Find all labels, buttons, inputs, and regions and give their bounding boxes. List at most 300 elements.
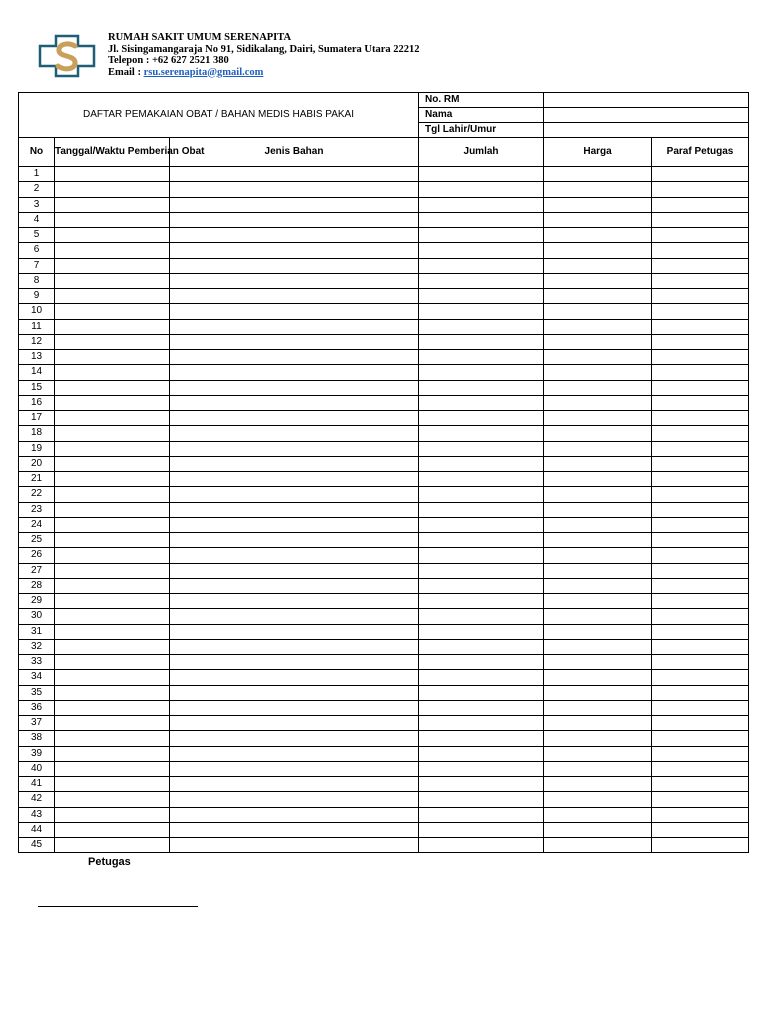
tanggal-cell[interactable]: [55, 456, 170, 471]
hospital-name: RUMAH SAKIT UMUM SERENAPITA: [108, 32, 292, 43]
paraf-cell[interactable]: [652, 761, 749, 776]
jenis-bahan-cell[interactable]: [170, 426, 419, 441]
paraf-cell[interactable]: [652, 746, 749, 761]
jumlah-cell[interactable]: [419, 472, 544, 487]
table-row: [19, 685, 749, 700]
jumlah-cell[interactable]: [419, 807, 544, 822]
table-row: [19, 777, 749, 792]
harga-cell[interactable]: [544, 609, 652, 624]
jenis-bahan-cell[interactable]: [170, 655, 419, 670]
tanggal-cell[interactable]: [55, 243, 170, 258]
table-row: [19, 167, 749, 182]
meta-field-nama[interactable]: [544, 108, 749, 123]
hospital-address: Jl. Sisingamangaraja No 91, Sidikalang, Dairi, Sumatera Utara 22212: [108, 43, 420, 55]
harga-cell[interactable]: [544, 716, 652, 731]
tanggal-cell[interactable]: [55, 334, 170, 349]
hospital-phone: Telepon : +62 627 2521 380: [108, 55, 229, 66]
paraf-cell[interactable]: [652, 670, 749, 685]
table-row: [19, 731, 749, 746]
table-row: [19, 822, 749, 837]
jenis-bahan-cell[interactable]: [170, 212, 419, 227]
jumlah-cell[interactable]: [419, 212, 544, 227]
table-row: [19, 594, 749, 609]
tanggal-cell[interactable]: [55, 548, 170, 563]
paraf-cell[interactable]: [652, 228, 749, 243]
harga-cell[interactable]: [544, 792, 652, 807]
jumlah-cell[interactable]: [419, 456, 544, 471]
tanggal-cell[interactable]: [55, 258, 170, 273]
jenis-bahan-cell[interactable]: [170, 685, 419, 700]
harga-cell[interactable]: [544, 289, 652, 304]
tanggal-cell[interactable]: [55, 822, 170, 837]
jenis-bahan-cell[interactable]: [170, 761, 419, 776]
tanggal-cell[interactable]: [55, 609, 170, 624]
row-number: 13: [19, 350, 55, 365]
jumlah-cell[interactable]: [419, 258, 544, 273]
jumlah-cell[interactable]: [419, 731, 544, 746]
tanggal-cell[interactable]: [55, 624, 170, 639]
harga-cell[interactable]: [544, 212, 652, 227]
harga-cell[interactable]: [544, 197, 652, 212]
harga-cell[interactable]: [544, 822, 652, 837]
tanggal-cell[interactable]: [55, 594, 170, 609]
harga-cell[interactable]: [544, 426, 652, 441]
jenis-bahan-cell[interactable]: [170, 792, 419, 807]
tanggal-cell[interactable]: [55, 639, 170, 654]
tanggal-cell[interactable]: [55, 502, 170, 517]
tanggal-cell[interactable]: [55, 716, 170, 731]
row-number: 34: [19, 670, 55, 685]
row-number: 45: [19, 838, 55, 853]
row-number: 39: [19, 746, 55, 761]
paraf-cell[interactable]: [652, 365, 749, 380]
paraf-cell[interactable]: [652, 334, 749, 349]
jumlah-cell[interactable]: [419, 655, 544, 670]
column-header-harga: Harga: [544, 138, 652, 167]
tanggal-cell[interactable]: [55, 365, 170, 380]
jenis-bahan-cell[interactable]: [170, 639, 419, 654]
jenis-bahan-cell[interactable]: [170, 548, 419, 563]
jenis-bahan-cell[interactable]: [170, 807, 419, 822]
email-link[interactable]: rsu.serenapita@gmail.com: [143, 66, 264, 78]
jumlah-cell[interactable]: [419, 243, 544, 258]
harga-cell[interactable]: [544, 639, 652, 654]
jumlah-cell[interactable]: [419, 411, 544, 426]
paraf-cell[interactable]: [652, 822, 749, 837]
jumlah-cell[interactable]: [419, 761, 544, 776]
table-row: [19, 746, 749, 761]
paraf-cell[interactable]: [652, 350, 749, 365]
jumlah-cell[interactable]: [419, 426, 544, 441]
harga-cell[interactable]: [544, 548, 652, 563]
paraf-cell[interactable]: [652, 700, 749, 715]
row-number: 14: [19, 365, 55, 380]
row-number: 8: [19, 273, 55, 288]
jenis-bahan-cell[interactable]: [170, 838, 419, 853]
jumlah-cell[interactable]: [419, 578, 544, 593]
row-number: 22: [19, 487, 55, 502]
table-row: [19, 395, 749, 410]
paraf-cell[interactable]: [652, 441, 749, 456]
column-header-jenis-bahan: Jenis Bahan: [170, 138, 419, 167]
jumlah-cell[interactable]: [419, 624, 544, 639]
hospital-email: [108, 67, 420, 79]
tanggal-cell[interactable]: [55, 319, 170, 334]
harga-cell[interactable]: [544, 624, 652, 639]
harga-cell[interactable]: [544, 319, 652, 334]
jumlah-cell[interactable]: [419, 365, 544, 380]
row-number: 38: [19, 731, 55, 746]
tanggal-cell[interactable]: [55, 167, 170, 182]
jenis-bahan-cell[interactable]: [170, 487, 419, 502]
jenis-bahan-cell[interactable]: [170, 289, 419, 304]
jumlah-cell[interactable]: [419, 838, 544, 853]
harga-cell[interactable]: [544, 807, 652, 822]
table-row: [19, 319, 749, 334]
harga-cell[interactable]: [544, 228, 652, 243]
jumlah-cell[interactable]: [419, 792, 544, 807]
jumlah-cell[interactable]: [419, 334, 544, 349]
harga-cell[interactable]: [544, 365, 652, 380]
jenis-bahan-cell[interactable]: [170, 563, 419, 578]
jumlah-cell[interactable]: [419, 197, 544, 212]
jumlah-cell[interactable]: [419, 594, 544, 609]
row-number: 44: [19, 822, 55, 837]
paraf-cell[interactable]: [652, 563, 749, 578]
paraf-cell[interactable]: [652, 807, 749, 822]
paraf-cell[interactable]: [652, 639, 749, 654]
paraf-cell[interactable]: [652, 624, 749, 639]
row-number: 16: [19, 395, 55, 410]
harga-cell[interactable]: [544, 273, 652, 288]
tanggal-cell[interactable]: [55, 746, 170, 761]
paraf-cell[interactable]: [652, 319, 749, 334]
paraf-cell[interactable]: [652, 411, 749, 426]
tanggal-cell[interactable]: [55, 578, 170, 593]
harga-cell[interactable]: [544, 533, 652, 548]
harga-cell[interactable]: [544, 700, 652, 715]
table-row: [19, 456, 749, 471]
row-number: 43: [19, 807, 55, 822]
tanggal-cell[interactable]: [55, 441, 170, 456]
table-row: [19, 563, 749, 578]
paraf-cell[interactable]: [652, 838, 749, 853]
jumlah-cell[interactable]: [419, 487, 544, 502]
jenis-bahan-cell[interactable]: [170, 350, 419, 365]
harga-cell[interactable]: [544, 456, 652, 471]
table-row: [19, 761, 749, 776]
tanggal-cell[interactable]: [55, 472, 170, 487]
paraf-cell[interactable]: [652, 578, 749, 593]
table-row: [19, 578, 749, 593]
form-title: DAFTAR PEMAKAIAN OBAT / BAHAN MEDIS HABIS PAKAI: [19, 93, 419, 138]
row-number: 17: [19, 411, 55, 426]
usage-form-table: [18, 92, 749, 853]
paraf-cell[interactable]: [652, 258, 749, 273]
table-row: [19, 289, 749, 304]
tanggal-cell[interactable]: [55, 655, 170, 670]
harga-cell[interactable]: [544, 350, 652, 365]
tanggal-cell[interactable]: [55, 273, 170, 288]
row-number: 32: [19, 639, 55, 654]
row-number: 37: [19, 716, 55, 731]
jumlah-cell[interactable]: [419, 670, 544, 685]
paraf-cell[interactable]: [652, 777, 749, 792]
jumlah-cell[interactable]: [419, 746, 544, 761]
paraf-cell[interactable]: [652, 548, 749, 563]
harga-cell[interactable]: [544, 487, 652, 502]
jumlah-cell[interactable]: [419, 228, 544, 243]
jenis-bahan-cell[interactable]: [170, 533, 419, 548]
paraf-cell[interactable]: [652, 517, 749, 532]
harga-cell[interactable]: [544, 578, 652, 593]
jumlah-cell[interactable]: [419, 441, 544, 456]
row-number: 26: [19, 548, 55, 563]
jumlah-cell[interactable]: [419, 380, 544, 395]
tanggal-cell[interactable]: [55, 197, 170, 212]
row-number: 23: [19, 502, 55, 517]
jumlah-cell[interactable]: [419, 304, 544, 319]
meta-label-tgl-lahir: Tgl Lahir/Umur: [419, 123, 544, 138]
tanggal-cell[interactable]: [55, 685, 170, 700]
table-row: [19, 670, 749, 685]
tanggal-cell[interactable]: [55, 563, 170, 578]
paraf-cell[interactable]: [652, 304, 749, 319]
row-number: 21: [19, 472, 55, 487]
tanggal-cell[interactable]: [55, 517, 170, 532]
jumlah-cell[interactable]: [419, 502, 544, 517]
paraf-cell[interactable]: [652, 502, 749, 517]
email-label: Email :: [108, 66, 144, 78]
jumlah-cell[interactable]: [419, 548, 544, 563]
tanggal-cell[interactable]: [55, 350, 170, 365]
meta-field-no-rm[interactable]: [544, 93, 749, 108]
harga-cell[interactable]: [544, 502, 652, 517]
row-number: 30: [19, 609, 55, 624]
row-number: 7: [19, 258, 55, 273]
jenis-bahan-cell[interactable]: [170, 502, 419, 517]
row-number: 18: [19, 426, 55, 441]
row-number: 41: [19, 777, 55, 792]
paraf-cell[interactable]: [652, 167, 749, 182]
harga-cell[interactable]: [544, 655, 652, 670]
table-row: [19, 624, 749, 639]
paraf-cell[interactable]: [652, 792, 749, 807]
meta-field-tgl-lahir[interactable]: [544, 123, 749, 138]
table-row: [19, 792, 749, 807]
tanggal-cell[interactable]: [55, 289, 170, 304]
table-row: [19, 182, 749, 197]
tanggal-cell[interactable]: [55, 380, 170, 395]
row-number: 28: [19, 578, 55, 593]
jumlah-cell[interactable]: [419, 563, 544, 578]
jenis-bahan-cell[interactable]: [170, 441, 419, 456]
jenis-bahan-cell[interactable]: [170, 456, 419, 471]
harga-cell[interactable]: [544, 670, 652, 685]
paraf-cell[interactable]: [652, 533, 749, 548]
row-number: 9: [19, 289, 55, 304]
tanggal-cell[interactable]: [55, 670, 170, 685]
jumlah-cell[interactable]: [419, 395, 544, 410]
row-number: 4: [19, 212, 55, 227]
jumlah-cell[interactable]: [419, 700, 544, 715]
jumlah-cell[interactable]: [419, 609, 544, 624]
jenis-bahan-cell[interactable]: [170, 243, 419, 258]
jenis-bahan-cell[interactable]: [170, 472, 419, 487]
row-number: 42: [19, 792, 55, 807]
jenis-bahan-cell[interactable]: [170, 609, 419, 624]
harga-cell[interactable]: [544, 777, 652, 792]
tanggal-cell[interactable]: [55, 212, 170, 227]
harga-cell[interactable]: [544, 472, 652, 487]
column-header-no: No: [19, 138, 55, 167]
jenis-bahan-cell[interactable]: [170, 197, 419, 212]
jenis-bahan-cell[interactable]: [170, 517, 419, 532]
paraf-cell[interactable]: [652, 609, 749, 624]
tanggal-cell[interactable]: [55, 700, 170, 715]
tanggal-cell[interactable]: [55, 731, 170, 746]
row-number: 20: [19, 456, 55, 471]
jumlah-cell[interactable]: [419, 289, 544, 304]
tanggal-cell[interactable]: [55, 487, 170, 502]
jumlah-cell[interactable]: [419, 517, 544, 532]
meta-label-no-rm: No. RM: [419, 93, 544, 108]
jenis-bahan-cell[interactable]: [170, 380, 419, 395]
jenis-bahan-cell[interactable]: [170, 578, 419, 593]
harga-cell[interactable]: [544, 594, 652, 609]
meta-label-nama: Nama: [419, 108, 544, 123]
jenis-bahan-cell[interactable]: [170, 319, 419, 334]
table-row: [19, 365, 749, 380]
harga-cell[interactable]: [544, 838, 652, 853]
paraf-cell[interactable]: [652, 395, 749, 410]
tanggal-cell[interactable]: [55, 228, 170, 243]
jenis-bahan-cell[interactable]: [170, 411, 419, 426]
tanggal-cell[interactable]: [55, 807, 170, 822]
jumlah-cell[interactable]: [419, 822, 544, 837]
tanggal-cell[interactable]: [55, 777, 170, 792]
jumlah-cell[interactable]: [419, 167, 544, 182]
tanggal-cell[interactable]: [55, 792, 170, 807]
table-row: [19, 639, 749, 654]
paraf-cell[interactable]: [652, 380, 749, 395]
jenis-bahan-cell[interactable]: [170, 594, 419, 609]
jenis-bahan-cell[interactable]: [170, 273, 419, 288]
jenis-bahan-cell[interactable]: [170, 228, 419, 243]
paraf-cell[interactable]: [652, 655, 749, 670]
row-number: 29: [19, 594, 55, 609]
jenis-bahan-cell[interactable]: [170, 167, 419, 182]
row-number: 36: [19, 700, 55, 715]
paraf-cell[interactable]: [652, 212, 749, 227]
jumlah-cell[interactable]: [419, 273, 544, 288]
harga-cell[interactable]: [544, 761, 652, 776]
paraf-cell[interactable]: [652, 197, 749, 212]
table-row: [19, 838, 749, 853]
jenis-bahan-cell[interactable]: [170, 700, 419, 715]
jenis-bahan-cell[interactable]: [170, 395, 419, 410]
tanggal-cell[interactable]: [55, 411, 170, 426]
paraf-cell[interactable]: [652, 731, 749, 746]
jenis-bahan-cell[interactable]: [170, 731, 419, 746]
jenis-bahan-cell[interactable]: [170, 258, 419, 273]
harga-cell[interactable]: [544, 685, 652, 700]
column-header-jumlah: Jumlah: [419, 138, 544, 167]
paraf-cell[interactable]: [652, 685, 749, 700]
harga-cell[interactable]: [544, 731, 652, 746]
jumlah-cell[interactable]: [419, 319, 544, 334]
harga-cell[interactable]: [544, 380, 652, 395]
jenis-bahan-cell[interactable]: [170, 822, 419, 837]
hospital-logo-icon: [38, 34, 96, 78]
table-row: [19, 716, 749, 731]
tanggal-cell[interactable]: [55, 182, 170, 197]
jumlah-cell[interactable]: [419, 182, 544, 197]
jenis-bahan-cell[interactable]: [170, 746, 419, 761]
harga-cell[interactable]: [544, 334, 652, 349]
jenis-bahan-cell[interactable]: [170, 182, 419, 197]
jenis-bahan-cell[interactable]: [170, 365, 419, 380]
harga-cell[interactable]: [544, 167, 652, 182]
tanggal-cell[interactable]: [55, 304, 170, 319]
jenis-bahan-cell[interactable]: [170, 716, 419, 731]
table-row: [19, 533, 749, 548]
tanggal-cell[interactable]: [55, 426, 170, 441]
harga-cell[interactable]: [544, 441, 652, 456]
jumlah-cell[interactable]: [419, 716, 544, 731]
row-number: 15: [19, 380, 55, 395]
jumlah-cell[interactable]: [419, 639, 544, 654]
harga-cell[interactable]: [544, 517, 652, 532]
tanggal-cell[interactable]: [55, 395, 170, 410]
jumlah-cell[interactable]: [419, 350, 544, 365]
harga-cell[interactable]: [544, 395, 652, 410]
tanggal-cell[interactable]: [55, 533, 170, 548]
paraf-cell[interactable]: [652, 594, 749, 609]
harga-cell[interactable]: [544, 304, 652, 319]
paraf-cell[interactable]: [652, 182, 749, 197]
table-row: [19, 243, 749, 258]
harga-cell[interactable]: [544, 746, 652, 761]
paraf-cell[interactable]: [652, 289, 749, 304]
jenis-bahan-cell[interactable]: [170, 777, 419, 792]
table-row: [19, 548, 749, 563]
paraf-cell[interactable]: [652, 472, 749, 487]
harga-cell[interactable]: [544, 411, 652, 426]
harga-cell[interactable]: [544, 182, 652, 197]
table-row: [19, 487, 749, 502]
harga-cell[interactable]: [544, 258, 652, 273]
paraf-cell[interactable]: [652, 716, 749, 731]
paraf-cell[interactable]: [652, 243, 749, 258]
paraf-cell[interactable]: [652, 487, 749, 502]
jenis-bahan-cell[interactable]: [170, 304, 419, 319]
jenis-bahan-cell[interactable]: [170, 334, 419, 349]
paraf-cell[interactable]: [652, 426, 749, 441]
table-row: [19, 700, 749, 715]
jumlah-cell[interactable]: [419, 533, 544, 548]
paraf-cell[interactable]: [652, 456, 749, 471]
jenis-bahan-cell[interactable]: [170, 670, 419, 685]
harga-cell[interactable]: [544, 563, 652, 578]
paraf-cell[interactable]: [652, 273, 749, 288]
tanggal-cell[interactable]: [55, 838, 170, 853]
harga-cell[interactable]: [544, 243, 652, 258]
tanggal-cell[interactable]: [55, 761, 170, 776]
jumlah-cell[interactable]: [419, 685, 544, 700]
jenis-bahan-cell[interactable]: [170, 624, 419, 639]
jumlah-cell[interactable]: [419, 777, 544, 792]
